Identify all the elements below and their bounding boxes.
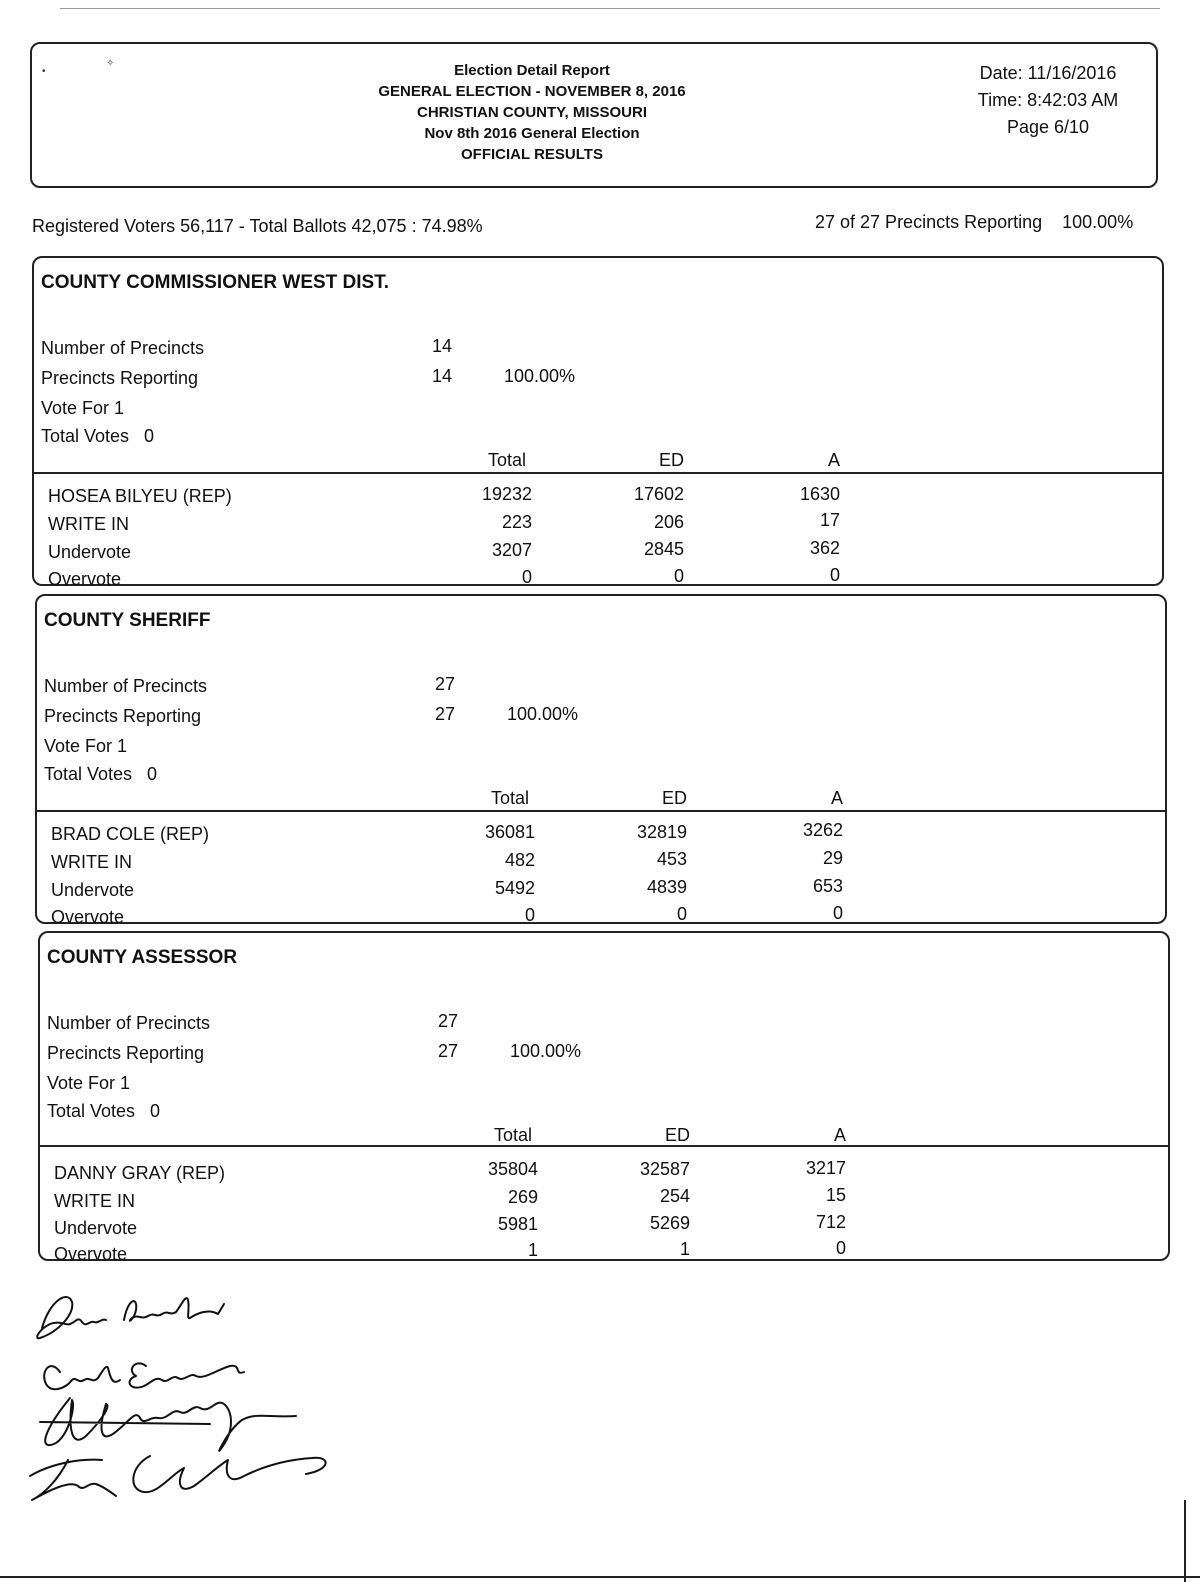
precincts-reporting-value: 27 <box>438 1041 459 1061</box>
column-header-total: Total <box>487 450 526 470</box>
vote-for-label: Vote For 1 <box>41 398 125 418</box>
precincts-reporting-label: Precincts Reporting <box>44 706 202 726</box>
report-title-block <box>332 60 732 165</box>
precincts-reporting-percent: 100.00% <box>504 366 576 386</box>
header-mark: ✧ <box>106 58 115 69</box>
candidate-a: 0 <box>829 565 840 585</box>
column-header-a: A <box>827 450 840 470</box>
candidate-ed: 32587 <box>639 1159 690 1179</box>
candidate-total: 5981 <box>497 1214 538 1234</box>
candidate-ed: 453 <box>656 849 687 869</box>
race-box-commissioner <box>32 256 1164 589</box>
candidate-a: 3262 <box>802 820 843 840</box>
registered-voters-summary: Registered Voters 56,117 - Total Ballots 42,075 : 74.98% <box>32 216 483 236</box>
candidate-ed: 0 <box>673 566 684 586</box>
column-header-ed: ED <box>664 1125 690 1145</box>
candidate-total: 5492 <box>494 878 535 898</box>
column-header-ed: ED <box>661 788 687 808</box>
candidate-total: 482 <box>504 850 535 870</box>
candidate-a: 0 <box>835 1238 846 1258</box>
page-edge-line <box>1184 1500 1186 1582</box>
candidate-a: 653 <box>812 876 843 896</box>
page-bottom-line <box>0 1576 1200 1578</box>
candidate-total: 0 <box>521 567 532 587</box>
election-title: GENERAL ELECTION - NOVEMBER 8, 2016 <box>378 83 686 100</box>
precincts-reporting-pct: 100.00% <box>1062 212 1134 232</box>
race-box-sheriff <box>35 594 1167 927</box>
column-header-a: A <box>830 788 843 808</box>
column-divider <box>37 810 1165 812</box>
candidate-name: WRITE IN <box>48 514 129 534</box>
page-number: Page 6/10 <box>1006 117 1090 137</box>
precincts-reporting-percent: 100.00% <box>507 704 579 724</box>
header-mark: • <box>42 66 46 77</box>
report-date: Date: 11/16/2016 <box>979 63 1117 83</box>
election-name: Nov 8th 2016 General Election <box>424 125 640 142</box>
report-title: Election Detail Report <box>454 62 610 79</box>
candidate-name: BRAD COLE (REP) <box>51 824 210 844</box>
column-header-total: Total <box>490 788 529 808</box>
signature-1 <box>37 1297 224 1338</box>
precincts-reporting-value: 14 <box>432 366 453 386</box>
column-header-a: A <box>833 1125 846 1145</box>
race-title: COUNTY ASSESSOR <box>47 947 238 968</box>
precincts-reporting-value: 27 <box>435 704 456 724</box>
candidate-total: 269 <box>507 1187 538 1207</box>
number-of-precincts-label: Number of Precincts <box>47 1013 211 1033</box>
candidate-a: 3217 <box>805 1158 846 1178</box>
candidate-name: Overvote <box>48 569 122 589</box>
race-box-assessor <box>38 931 1170 1264</box>
candidate-name: HOSEA BILYEU (REP) <box>48 486 232 506</box>
precincts-reporting-text: 27 of 27 Precincts Reporting <box>815 212 1043 232</box>
report-time: Time: 8:42:03 AM <box>977 90 1119 110</box>
candidate-name: WRITE IN <box>51 852 132 872</box>
number-of-precincts-label: Number of Precincts <box>44 676 208 696</box>
column-header-ed: ED <box>658 450 684 470</box>
candidate-a: 29 <box>822 848 843 868</box>
total-votes-label: Total Votes 0 <box>47 1101 161 1121</box>
candidate-total: 0 <box>524 905 535 925</box>
column-header-total: Total <box>493 1125 532 1145</box>
county-name: CHRISTIAN COUNTY, MISSOURI <box>416 104 647 121</box>
candidate-ed: 32819 <box>636 822 687 842</box>
signature-2 <box>44 1363 244 1389</box>
candidate-name: Undervote <box>48 542 132 562</box>
report-header <box>30 42 1158 188</box>
candidate-total: 35804 <box>487 1159 538 1179</box>
candidate-name: Undervote <box>51 880 135 900</box>
candidate-ed: 206 <box>653 512 684 532</box>
precincts-reporting-summary <box>815 212 1133 233</box>
candidate-ed: 1 <box>679 1239 690 1259</box>
vote-for-label: Vote For 1 <box>44 736 128 756</box>
column-divider <box>40 1145 1168 1147</box>
total-votes-label: Total Votes 0 <box>44 764 158 784</box>
race-title: COUNTY COMMISSIONER WEST DIST. <box>41 272 390 293</box>
candidate-name: DANNY GRAY (REP) <box>54 1163 226 1183</box>
number-of-precincts-label: Number of Precincts <box>41 338 205 358</box>
report-meta <box>948 60 1148 141</box>
candidate-a: 0 <box>832 903 843 923</box>
candidate-a: 15 <box>825 1185 846 1205</box>
candidate-total: 3207 <box>491 540 532 560</box>
candidate-name: Undervote <box>54 1218 138 1238</box>
candidate-a: 362 <box>809 538 840 558</box>
number-of-precincts-value: 27 <box>438 1011 459 1031</box>
precincts-reporting-label: Precincts Reporting <box>41 368 199 388</box>
column-divider <box>34 472 1162 474</box>
candidate-ed: 254 <box>659 1186 690 1206</box>
signature-3 <box>40 1398 296 1451</box>
candidate-name: Overvote <box>51 907 125 927</box>
candidate-a: 17 <box>819 510 840 530</box>
race-title: COUNTY SHERIFF <box>44 610 211 631</box>
total-votes-label: Total Votes 0 <box>41 426 155 446</box>
candidate-name: Overvote <box>54 1244 128 1264</box>
candidate-ed: 2845 <box>643 539 684 559</box>
results-status: OFFICIAL RESULTS <box>461 146 603 163</box>
candidate-ed: 4839 <box>646 877 687 897</box>
signatures-block <box>20 1280 350 1520</box>
scan-edge-line <box>60 8 1160 9</box>
vote-for-label: Vote For 1 <box>47 1073 131 1093</box>
precincts-reporting-percent: 100.00% <box>510 1041 582 1061</box>
signature-4 <box>30 1456 326 1500</box>
number-of-precincts-value: 27 <box>435 674 456 694</box>
candidate-total: 1 <box>527 1240 538 1260</box>
number-of-precincts-value: 14 <box>432 336 453 356</box>
candidate-ed: 17602 <box>633 484 684 504</box>
precincts-reporting-label: Precincts Reporting <box>47 1043 205 1063</box>
candidate-total: 36081 <box>484 822 535 842</box>
candidate-total: 19232 <box>481 484 532 504</box>
candidate-a: 1630 <box>799 484 840 504</box>
candidate-a: 712 <box>815 1212 846 1232</box>
candidate-name: WRITE IN <box>54 1191 135 1211</box>
candidate-ed: 0 <box>676 904 687 924</box>
candidate-total: 223 <box>501 512 532 532</box>
candidate-ed: 5269 <box>649 1213 690 1233</box>
